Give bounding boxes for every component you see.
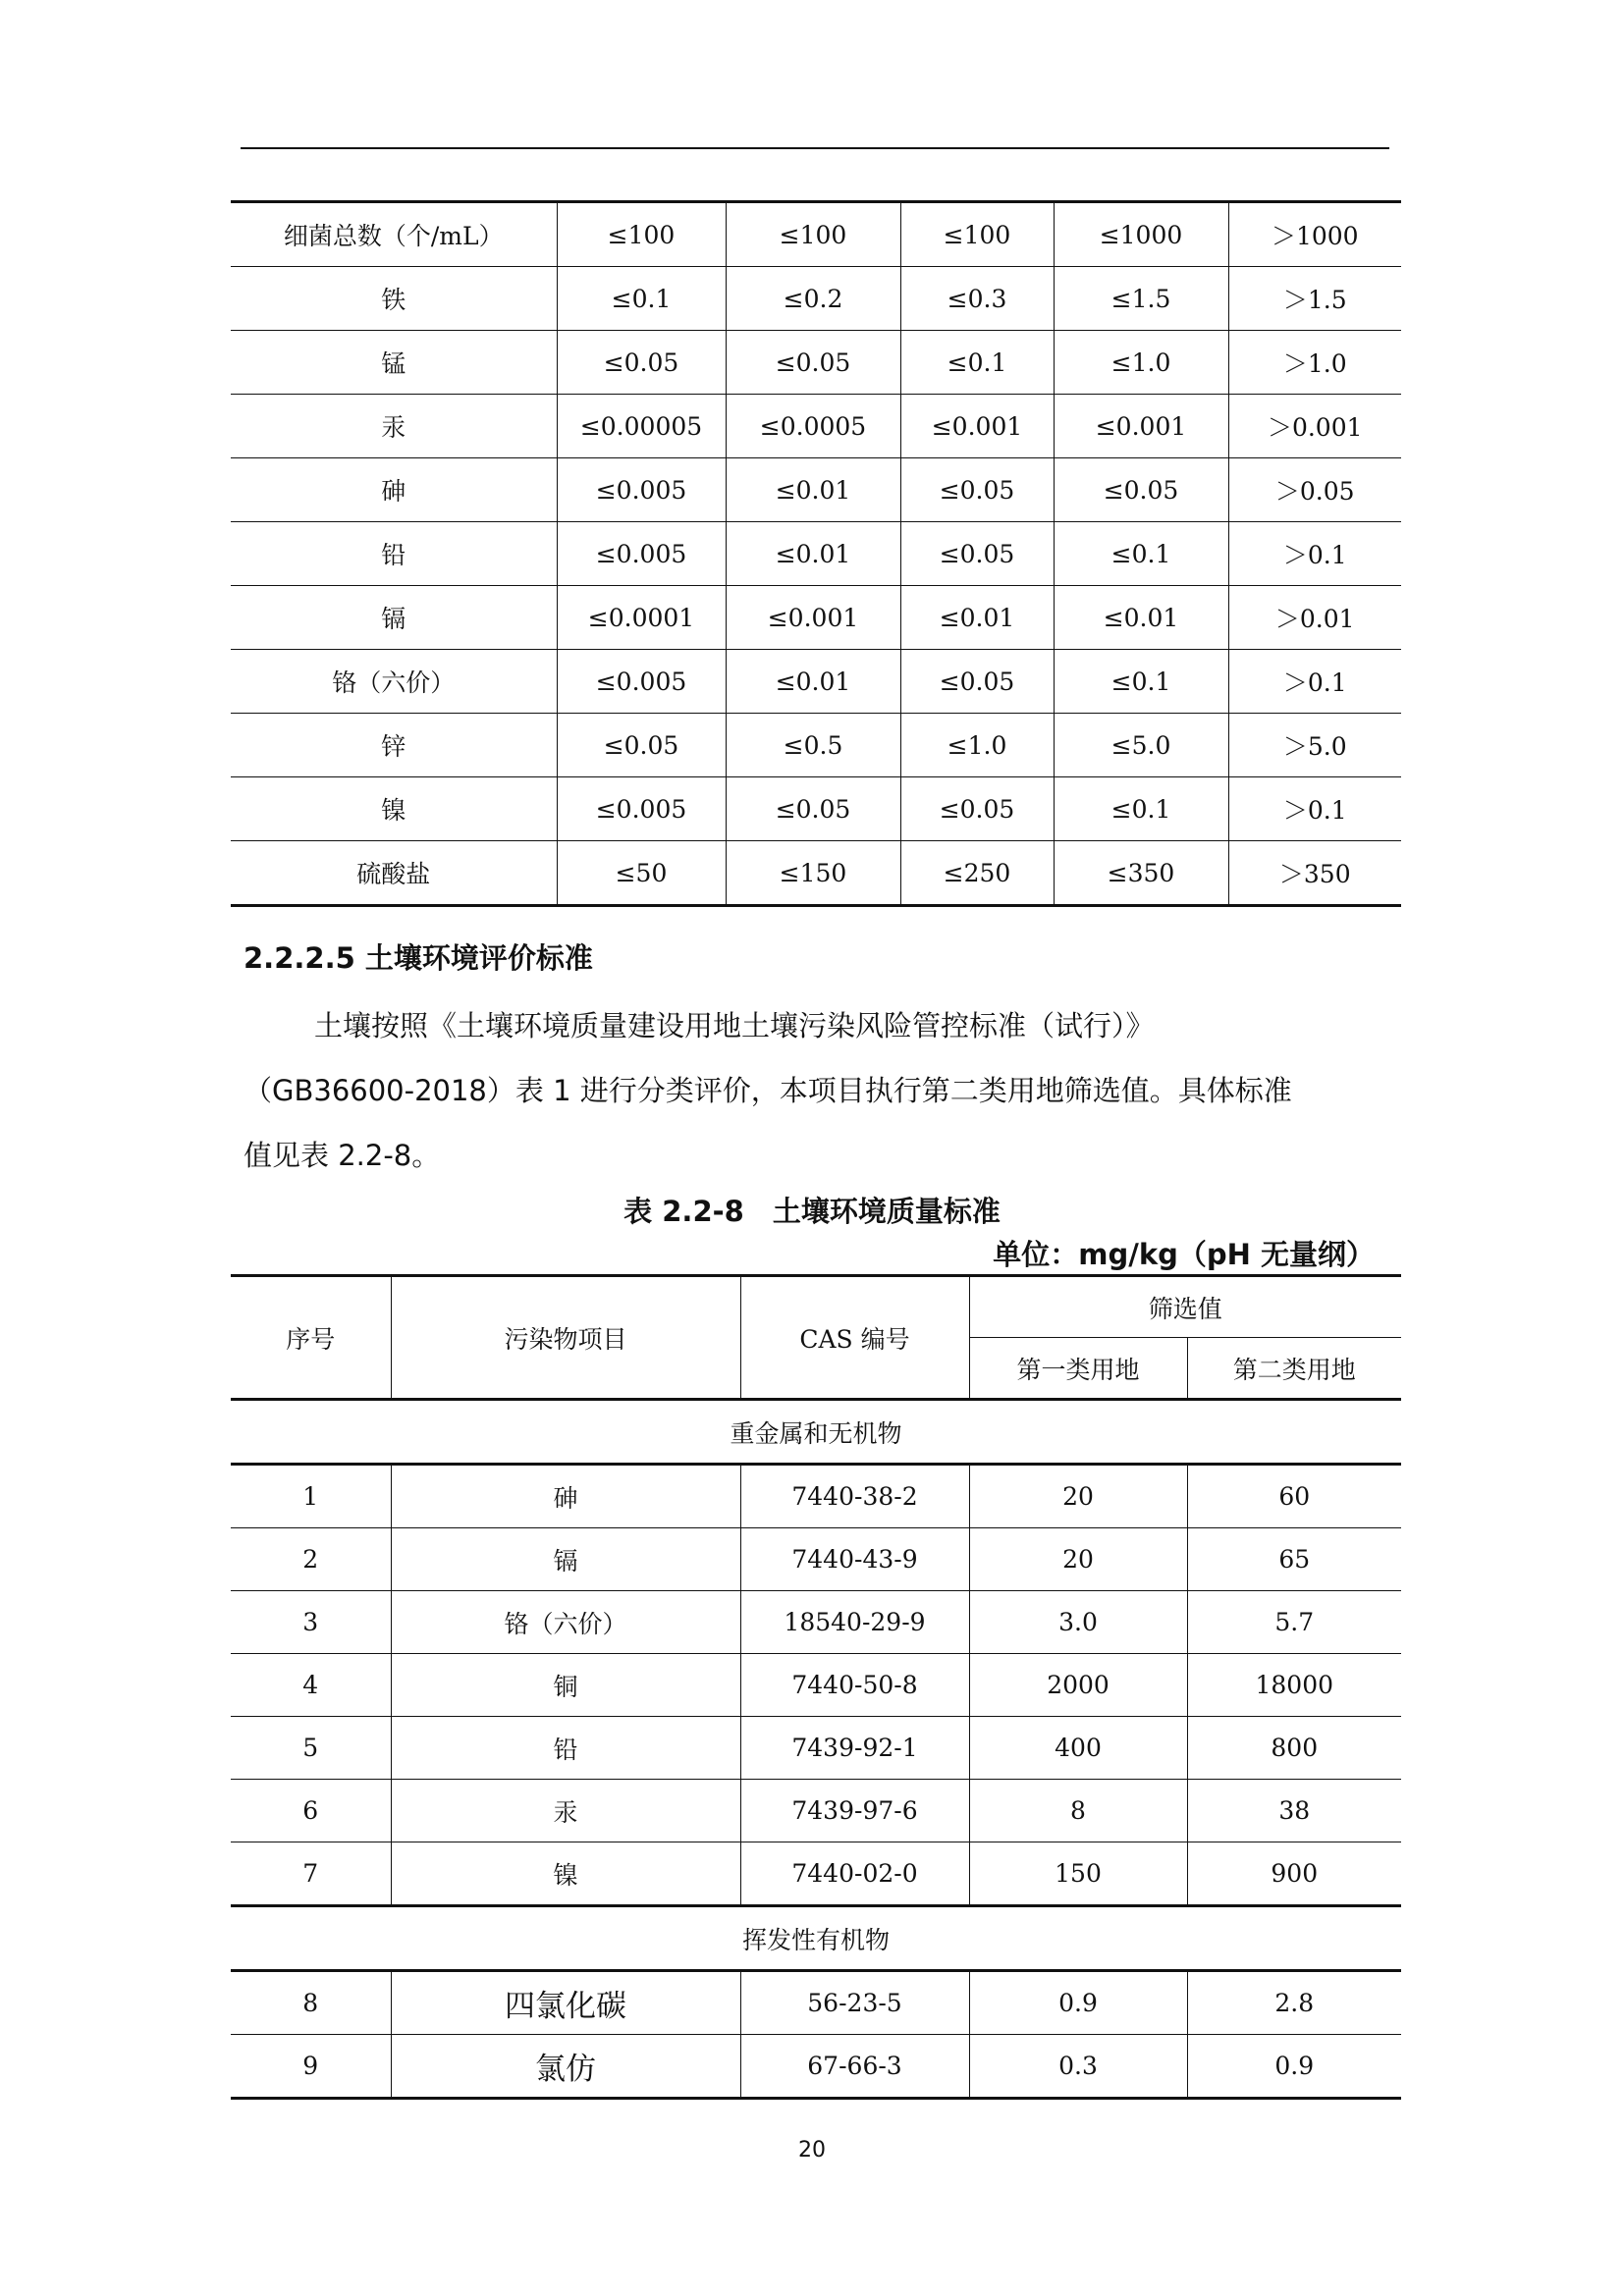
value-cell: ≤0.005 [557,777,726,841]
soil-table-body [231,1276,1401,2099]
value-cell: ＞0.001 [1228,395,1401,458]
value-cell: ≤100 [726,202,900,267]
class2-value: 60 [1187,1465,1401,1528]
header-class1: 第一类用地 [969,1338,1187,1400]
table-row [231,522,1401,586]
water-quality-table [231,200,1401,907]
value-cell: ≤0.0001 [557,586,726,650]
class1-value: 20 [969,1465,1187,1528]
table-row [231,267,1401,331]
value-cell: ≤1.0 [900,714,1054,777]
table-row [231,395,1401,458]
cas-number: 7440-38-2 [740,1465,969,1528]
value-cell: ≤350 [1054,841,1228,906]
table-row [231,1780,1401,1842]
class2-value: 0.9 [1187,2035,1401,2099]
header-rule [241,147,1389,149]
class2-value: 18000 [1187,1654,1401,1717]
value-cell: ＞1000 [1228,202,1401,267]
page-number: 20 [798,2138,826,2163]
table-row [231,1528,1401,1591]
value-cell: ＞0.1 [1228,650,1401,714]
table-row [231,586,1401,650]
value-cell: ≤0.1 [557,267,726,331]
value-cell: ≤0.001 [726,586,900,650]
value-cell: ≤0.1 [1054,522,1228,586]
class1-value: 8 [969,1780,1187,1842]
value-cell: ≤0.005 [557,522,726,586]
value-cell: ≤0.001 [1054,395,1228,458]
parameter-cell: 铅 [231,522,557,586]
table-caption: 表 2.2-8 土壤环境质量标准 [623,1195,1001,1228]
table-row [231,777,1401,841]
value-cell: ≤0.05 [900,458,1054,522]
parameter-cell: 细菌总数（个/mL） [283,222,504,250]
value-cell: ≤1000 [1054,202,1228,267]
value-cell: ＞5.0 [1228,714,1401,777]
value-cell: ≤0.1 [1054,777,1228,841]
group-row [231,1906,1401,1971]
value-cell: ＞0.1 [1228,777,1401,841]
class1-value: 20 [969,1528,1187,1591]
value-cell: ≤1.5 [1054,267,1228,331]
pollutant-name: 四氯化碳 [391,1971,740,2035]
value-cell: ≤0.05 [557,714,726,777]
value-cell: ＞0.01 [1228,586,1401,650]
paragraph-line: 土壤按照《土壤环境质量建设用地土壤污染风险管控标准（试行）》 [314,1009,1155,1042]
header-screening-value: 筛选值 [969,1276,1401,1338]
row-number: 6 [231,1780,391,1842]
cas-number: 56-23-5 [740,1971,969,2035]
value-cell: ≤0.05 [726,777,900,841]
value-cell: ≤0.1 [900,331,1054,395]
parameter-cell: 锰 [231,331,557,395]
parameter-cell: 砷 [231,458,557,522]
class2-value: 65 [1187,1528,1401,1591]
header-class2: 第二类用地 [1187,1338,1401,1400]
value-cell: ≤0.05 [726,331,900,395]
paragraph-line: （GB36600-2018）表 1 进行分类评价，本项目执行第二类用地筛选值。具体标准 [244,1074,1292,1107]
section-heading: 2.2.2.5 土壤环境评价标准 [244,941,593,975]
value-cell: ＞350 [1228,841,1401,906]
table-row [231,458,1401,522]
pollutant-name: 砷 [391,1465,740,1528]
value-cell: ≤0.2 [726,267,900,331]
table-row [231,841,1401,906]
pollutant-name: 镍 [391,1842,740,1906]
value-cell: ≤100 [900,202,1054,267]
header-item: 污染物项目 [391,1276,740,1400]
cas-number: 7439-92-1 [740,1717,969,1780]
value-cell: ≤0.001 [900,395,1054,458]
row-number: 9 [231,2035,391,2099]
class1-value: 150 [969,1842,1187,1906]
table-row [231,714,1401,777]
value-cell: ≤0.005 [557,458,726,522]
cas-number: 7440-02-0 [740,1842,969,1906]
water-table-body [231,202,1401,906]
cas-number: 18540-29-9 [740,1591,969,1654]
value-cell: ≤0.0005 [726,395,900,458]
class2-value: 38 [1187,1780,1401,1842]
value-cell: ≤0.5 [726,714,900,777]
table-header-row [231,1276,1401,1338]
class2-value: 5.7 [1187,1591,1401,1654]
pollutant-name: 氯仿 [391,2035,740,2099]
row-number: 4 [231,1654,391,1717]
cas-number: 7440-50-8 [740,1654,969,1717]
value-cell: ≤0.01 [1054,586,1228,650]
value-cell: ＞1.5 [1228,267,1401,331]
class1-value: 2000 [969,1654,1187,1717]
value-cell: ≤0.1 [1054,650,1228,714]
row-number: 3 [231,1591,391,1654]
value-cell: ≤0.01 [726,650,900,714]
class1-value: 3.0 [969,1591,1187,1654]
pollutant-name: 汞 [391,1780,740,1842]
row-number: 1 [231,1465,391,1528]
pollutant-name: 铬（六价） [391,1591,740,1654]
value-cell: ＞0.1 [1228,522,1401,586]
group-label: 挥发性有机物 [231,1906,1401,1971]
row-number: 5 [231,1717,391,1780]
header-cas: CAS 编号 [740,1276,969,1400]
value-cell: ≤0.01 [726,522,900,586]
table-row [231,1591,1401,1654]
soil-quality-table [231,1274,1401,2100]
value-cell: ≤0.05 [557,331,726,395]
table-row [231,650,1401,714]
row-number: 7 [231,1842,391,1906]
paragraph-line: 值见表 2.2-8。 [244,1139,441,1172]
value-cell: ≤0.05 [900,650,1054,714]
group-row [231,1400,1401,1465]
section-paragraph [244,993,1392,1188]
group-label: 重金属和无机物 [231,1400,1401,1465]
table-row [231,1842,1401,1906]
class1-value: 400 [969,1717,1187,1780]
table-unit: 单位：mg/kg（pH 无量纲） [993,1238,1375,1271]
parameter-cell: 铬（六价） [231,650,557,714]
table-row [231,1717,1401,1780]
value-cell: ≤0.3 [900,267,1054,331]
value-cell: ≤0.01 [726,458,900,522]
table-row [231,1465,1401,1528]
value-cell: ≤150 [726,841,900,906]
value-cell: ≤50 [557,841,726,906]
class2-value: 800 [1187,1717,1401,1780]
pollutant-name: 镉 [391,1528,740,1591]
value-cell: ＞1.0 [1228,331,1401,395]
table-row [231,1654,1401,1717]
class2-value: 900 [1187,1842,1401,1906]
value-cell: ≤250 [900,841,1054,906]
parameter-cell: 锌 [231,714,557,777]
pollutant-name: 铜 [391,1654,740,1717]
value-cell: ≤0.00005 [557,395,726,458]
value-cell: ≤0.01 [900,586,1054,650]
table-row [231,202,1401,267]
value-cell: ≤1.0 [1054,331,1228,395]
value-cell: ≤0.05 [900,522,1054,586]
pollutant-name: 铅 [391,1717,740,1780]
value-cell: ≤5.0 [1054,714,1228,777]
class1-value: 0.3 [969,2035,1187,2099]
value-cell: ≤0.005 [557,650,726,714]
class1-value: 0.9 [969,1971,1187,2035]
table-row [231,1971,1401,2035]
parameter-cell: 汞 [231,395,557,458]
parameter-cell: 硫酸盐 [231,841,557,906]
header-no: 序号 [286,1324,336,1354]
cas-number: 7440-43-9 [740,1528,969,1591]
row-number: 8 [231,1971,391,2035]
value-cell: ≤0.05 [900,777,1054,841]
value-cell: ＞0.05 [1228,458,1401,522]
class2-value: 2.8 [1187,1971,1401,2035]
parameter-cell: 镍 [231,777,557,841]
value-cell: ≤0.05 [1054,458,1228,522]
value-cell: ≤100 [557,202,726,267]
parameter-cell: 镉 [231,586,557,650]
row-number: 2 [231,1528,391,1591]
parameter-cell: 铁 [231,267,557,331]
table-row [231,2035,1401,2099]
cas-number: 67-66-3 [740,2035,969,2099]
cas-number: 7439-97-6 [740,1780,969,1842]
table-row [231,331,1401,395]
